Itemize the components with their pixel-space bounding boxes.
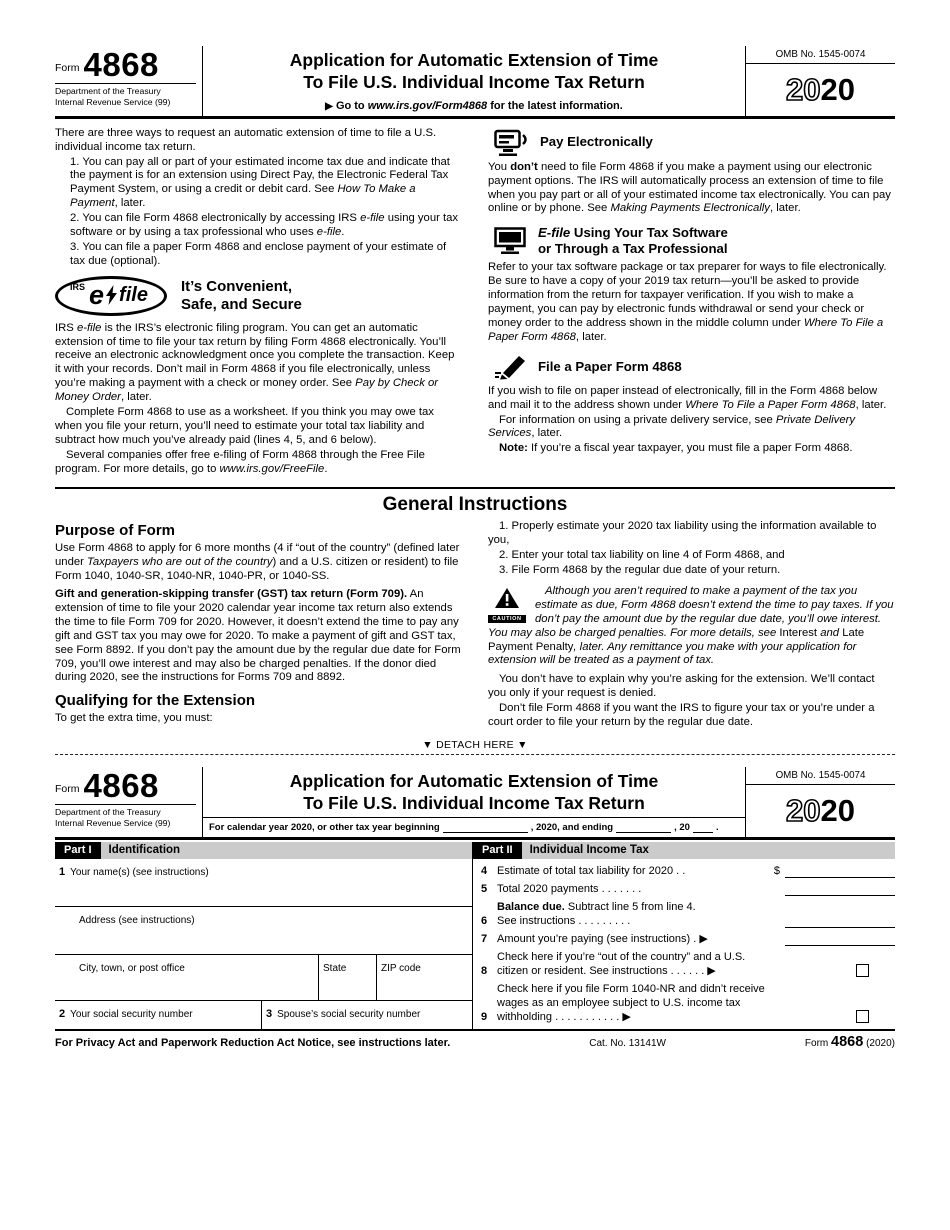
qualifying-paragraph: To get the extra time, you must: [55, 712, 213, 725]
tax-year-ending-yy-input[interactable] [693, 822, 713, 833]
ssn-field[interactable] [55, 1001, 261, 1029]
intro-columns [55, 127, 895, 478]
qualifying-heading: Qualifying for the Extension [55, 692, 256, 710]
gi-step-3: 3. File Form 4868 by the regular due date of your return. [499, 564, 781, 577]
spouse-ssn-field[interactable] [261, 1001, 472, 1029]
footer-form-word: Form [804, 1037, 829, 1049]
line-2-number: 2 [59, 1007, 66, 1020]
intro-left-column [55, 127, 462, 478]
tax-year [746, 785, 895, 837]
part-1-title: Identification [101, 842, 472, 859]
calendar-year-line [203, 817, 745, 837]
line-8-text: Check here if you’re “out of the country” and a U.S. citizen or resident. See instructions . . . . . . ▶ [497, 950, 746, 977]
form-word: Form [55, 782, 80, 795]
intro-item-3 [70, 241, 462, 269]
line-5-number: 5 [481, 882, 488, 895]
line-5-amount-input[interactable] [785, 882, 895, 896]
form-word: Form [55, 62, 80, 74]
form-title-line1: Application for Automatic Extension of Time [289, 770, 659, 791]
efile-e-text: e [89, 279, 105, 310]
spouse-ssn-label: Spouse’s social security number [277, 1008, 421, 1020]
efile-paragraph-3: Several companies offer free e-filing of Form 4868 through the Free File program. For more details, go to www.irs.gov/FreeFile. [55, 448, 425, 475]
line-7-number: 7 [481, 932, 488, 945]
efile-paragraph-1: IRS e-file is the IRS’s electronic filing program. You can get an automatic extension of time to file your tax return by filing Form 4868 electronically. You’ll receive an electronic acknowledgment once you complete the transaction. Keep it with your records. Don’t mail in Form 4868 if you file electronically, unless you’re making a payment with a check or money order. See Pay by Check or Money Order, later. [55, 321, 455, 404]
address-field[interactable] [55, 907, 472, 955]
bottom-form-header [55, 767, 895, 840]
item-number: 2. [70, 212, 80, 225]
line-7-row [481, 932, 895, 946]
line-4-number: 4 [481, 864, 488, 877]
detach-dashed-line [55, 754, 895, 755]
intro-right-column [488, 127, 895, 478]
purpose-paragraph-1: Use Form 4868 to apply for 6 more months (4 if “out of the country” (defined later under Taxpayers who are out of the country) and a U.S. citizen or resident) to file Form 1040, 1040-SR, 1040-NR, 1040-PR, or 1040-SS. [55, 542, 460, 583]
pay-electronically-heading: Pay Electronically [540, 134, 653, 150]
calendar-period: . [715, 821, 719, 833]
top-form-header [55, 46, 895, 119]
line-6-row [481, 900, 895, 928]
paper-form-paragraph-2: For information on using a private delivery service, see Private Delivery Services, later. [488, 413, 856, 440]
gi-paragraph-explain: You don’t have to explain why you’re asking for the extension. We’ll contact you only if your request is denied. [488, 673, 875, 700]
caution-label: CAUTION [488, 615, 526, 623]
year-bold: 20 [820, 793, 855, 829]
divider [55, 804, 196, 805]
paper-form-paragraph-1: If you wish to file on paper instead of electronically, fill in the Form 4868 below and mail it to the address shown under Where To File a Paper Form 4868, later. [488, 384, 887, 411]
form-title-line1: Application for Automatic Extension of Time [289, 50, 659, 70]
line-8-row [481, 950, 895, 978]
line-9-checkbox[interactable] [856, 1010, 869, 1023]
efile-software-heading: E-file Using Your Tax Software or Through a Tax Professional [538, 225, 728, 256]
tax-year-beginning-input[interactable] [443, 822, 528, 833]
purpose-paragraph-2: Gift and generation-skipping transfer (GST) tax return (Form 709). An extension of time to file your 2020 calendar year income tax return also extends the time to file Form 709 for 2020. However, it doesn’t extend the time to pay any gift and GST tax you may owe for 2020. To make a payment of gift and GST tax, see Form 8892. If you don’t pay the amount due by the regular due date for Form 709, you’ll owe interest and may also be charged penalties. If the donor died during 2020, see the instructions for Forms 709 and 8892. [55, 588, 461, 684]
item-number: 1. [70, 155, 80, 168]
tax-year [746, 64, 895, 116]
city-field[interactable] [55, 955, 318, 1000]
footer-form-number: 4868 [831, 1033, 864, 1050]
omb-year-block [745, 767, 895, 837]
footer-form-id [805, 1034, 895, 1050]
calendar-text-mid: , 2020, and ending [530, 821, 614, 833]
form-title-line2: To File U.S. Individual Income Tax Return [303, 71, 645, 92]
efile-software-body: Refer to your tax software package or tax preparer for ways to file electronically. Be sure to have a copy of your 2019 tax return—you’ll be asked to provide information from the return for taxpayer verification. If you wish to make a payment, you can pay by electronic funds withdrawal or send your check or money order to the address shown in the middle column under Where To File a Paper Form 4868, later. [488, 261, 887, 343]
name-field[interactable] [55, 859, 472, 907]
form-title-block [203, 767, 745, 837]
intro-item-2 [70, 212, 462, 240]
gi-step-2: 2. Enter your total tax liability on line 4 of Form 4868, and [499, 549, 785, 562]
part-1-bar [55, 842, 472, 859]
form-title-line2: To File U.S. Individual Income Tax Return [303, 792, 645, 813]
gi-paragraph-dont-file: Don’t file Form 4868 if you want the IRS to figure your tax or you’re under a court order to file your return by the regular due date. [488, 702, 875, 729]
goto-text: Go to www.irs.gov/Form4868 for the latest information. [335, 99, 623, 112]
divider [55, 83, 196, 84]
gi-left-column [55, 520, 462, 730]
city-state-zip-row [55, 955, 472, 1001]
item-text: You can file a paper Form 4868 and enclose payment of your estimate of tax due (optional). [70, 240, 447, 267]
dollar-sign: $ [773, 864, 780, 877]
line-5-row [481, 882, 895, 896]
line-6-amount-input[interactable] [785, 914, 895, 928]
line-9-number: 9 [481, 1010, 488, 1023]
pay-electronically-heading-row [488, 129, 895, 156]
ssn-row [55, 1001, 472, 1029]
omb-number: OMB No. 1545-0074 [746, 46, 895, 64]
tax-year-ending-input[interactable] [616, 822, 671, 833]
item-text: You can pay all or part of your estimated income tax due and indicate that the payment is for an extension using Direct Pay, the Electronic Federal Tax Payment System, or using a credit or debit card. See How To Make a Payment, later. [70, 155, 450, 210]
paper-form-heading: File a Paper Form 4868 [538, 359, 682, 375]
address-label: Address (see instructions) [79, 914, 195, 926]
paper-form-heading-row [488, 354, 895, 380]
omb-year-block [745, 46, 895, 116]
part-2-section [473, 842, 895, 1029]
year-outline: 20 [786, 72, 821, 108]
catalog-number: Cat. No. 13141W [589, 1037, 666, 1049]
intro-item-1 [70, 156, 462, 212]
paper-form-note: Note: If you’re a fiscal year taxpayer, you must file a paper Form 4868. [499, 442, 853, 455]
line-6-text: Balance due. Subtract line 5 from line 4. See instructions . . . . . . . . . [497, 900, 696, 927]
line-7-amount-input[interactable] [785, 932, 895, 946]
agency-line-2: Internal Revenue Service (99) [55, 96, 171, 107]
gi-right-column [488, 520, 895, 730]
line-7-text: Amount you’re paying (see instructions) . ▶ [497, 932, 708, 945]
form-number: 4868 [83, 766, 159, 804]
efile-paragraph-2: Complete Form 4868 to use as a worksheet. If you think you may owe tax when you file your return, you’ll need to estimate your total tax liability and subtract how much you’ve already paid (lines 4, 5, and 6 below). [55, 406, 434, 446]
pencil-icon [494, 354, 526, 380]
calendar-text-end: , 20 [674, 821, 690, 833]
part-2-title: Individual Income Tax [522, 842, 895, 859]
form-fields-section [55, 842, 895, 1031]
efile-software-heading-row [488, 225, 895, 256]
agency-line-1: Department of the Treasury [55, 86, 161, 96]
caution-icon [488, 587, 526, 623]
efile-heading: It’s Convenient, Safe, and Secure [180, 277, 302, 313]
line-4-amount-input[interactable] [785, 864, 895, 878]
part-1-label: Part I [55, 842, 101, 859]
agency-line-2: Internal Revenue Service (99) [55, 817, 171, 828]
caution-text: Although you aren’t required to make a payment of the tax you estimate as due, Form 4868 doesn’t extend the time to pay taxes. If you don’t pay the amount due by the regular due date, you’ll owe interest. You may also be charged penalties. For more details, see Interest and Late Payment Penalty, later. Any remittance you make with your application for extension will be treated as a payment of tax. [488, 585, 894, 667]
section-divider [55, 487, 895, 489]
intro-lead: There are three ways to request an automatic extension of time to file a U.S. individual income tax return. [55, 126, 437, 153]
general-instructions-columns [55, 520, 895, 730]
zip-field[interactable] [376, 955, 472, 1000]
form-number-block [55, 767, 203, 837]
item-text: You can file Form 4868 electronically by accessing IRS e-file using your tax software or by using a tax professional who uses e-file. [70, 212, 459, 238]
agency-lines [55, 807, 196, 829]
ssn-label: Your social security number [70, 1008, 193, 1020]
line-4-text: Estimate of total tax liability for 2020 . . [497, 864, 686, 877]
form-title-block [203, 46, 745, 116]
irs-efile-logo [55, 276, 167, 316]
part-2-bar [473, 842, 895, 859]
line-3-number: 3 [266, 1007, 273, 1020]
zip-label: ZIP code [381, 962, 421, 974]
footer-form-year: (2020) [866, 1037, 895, 1049]
line-6-number: 6 [481, 914, 488, 927]
purpose-of-form-heading: Purpose of Form [55, 522, 176, 540]
state-field[interactable] [318, 955, 376, 1000]
lightning-bolt-icon [106, 285, 117, 305]
line-4-row [481, 864, 895, 878]
year-outline: 20 [786, 793, 821, 829]
line-8-checkbox[interactable] [856, 964, 869, 977]
line-5-text: Total 2020 payments . . . . . . . [497, 882, 642, 895]
line-8-number: 8 [481, 964, 488, 977]
efile-file-text: file [119, 284, 148, 307]
agency-lines [55, 86, 196, 108]
caution-note [488, 585, 895, 668]
goto-line [211, 100, 737, 112]
form-number: 4868 [83, 46, 159, 83]
irs-logo-text: IRS [70, 281, 86, 292]
line-9-row [481, 982, 895, 1024]
name-label: Your name(s) (see instructions) [70, 866, 209, 878]
state-label: State [323, 962, 347, 974]
gi-step-1: 1. Properly estimate your 2020 tax liability using the information available to you, [488, 520, 877, 547]
item-number: 3. [70, 240, 80, 253]
general-instructions-title: General Instructions [382, 494, 568, 516]
city-label: City, town, or post office [79, 962, 185, 974]
form-footer [55, 1031, 895, 1050]
privacy-act-notice: For Privacy Act and Paperwork Reduction Act Notice, see instructions later. [55, 1036, 451, 1049]
pay-electronically-icon [494, 129, 528, 156]
form-number-block [55, 46, 203, 116]
omb-number: OMB No. 1545-0074 [746, 767, 895, 785]
arrow-right-icon: ▶ [325, 100, 333, 112]
calendar-text-pre: For calendar year 2020, or other tax year beginning [209, 821, 440, 833]
part-1-section [55, 842, 473, 1029]
efile-logo-row [55, 276, 462, 316]
year-bold: 20 [820, 72, 855, 108]
detach-here-label: ▼ DETACH HERE ▼ [422, 738, 528, 751]
computer-monitor-icon [494, 227, 526, 254]
line-9-text: Check here if you file Form 1040-NR and didn’t receive wages as an employee subject to U.S. income tax withholding . . . . . . . . . . . ▶ [497, 982, 765, 1023]
part-2-label: Part II [473, 842, 522, 859]
pay-electronically-body: You don’t need to file Form 4868 if you make a payment using our electronic payment options. The IRS will automatically process an extension of time to file when you pay part or all of your estimated income tax electronically. You can pay online or by phone. See Making Payments Electronically, later. [488, 160, 891, 215]
agency-line-1: Department of the Treasury [55, 806, 161, 817]
line-1-number: 1 [59, 865, 66, 878]
